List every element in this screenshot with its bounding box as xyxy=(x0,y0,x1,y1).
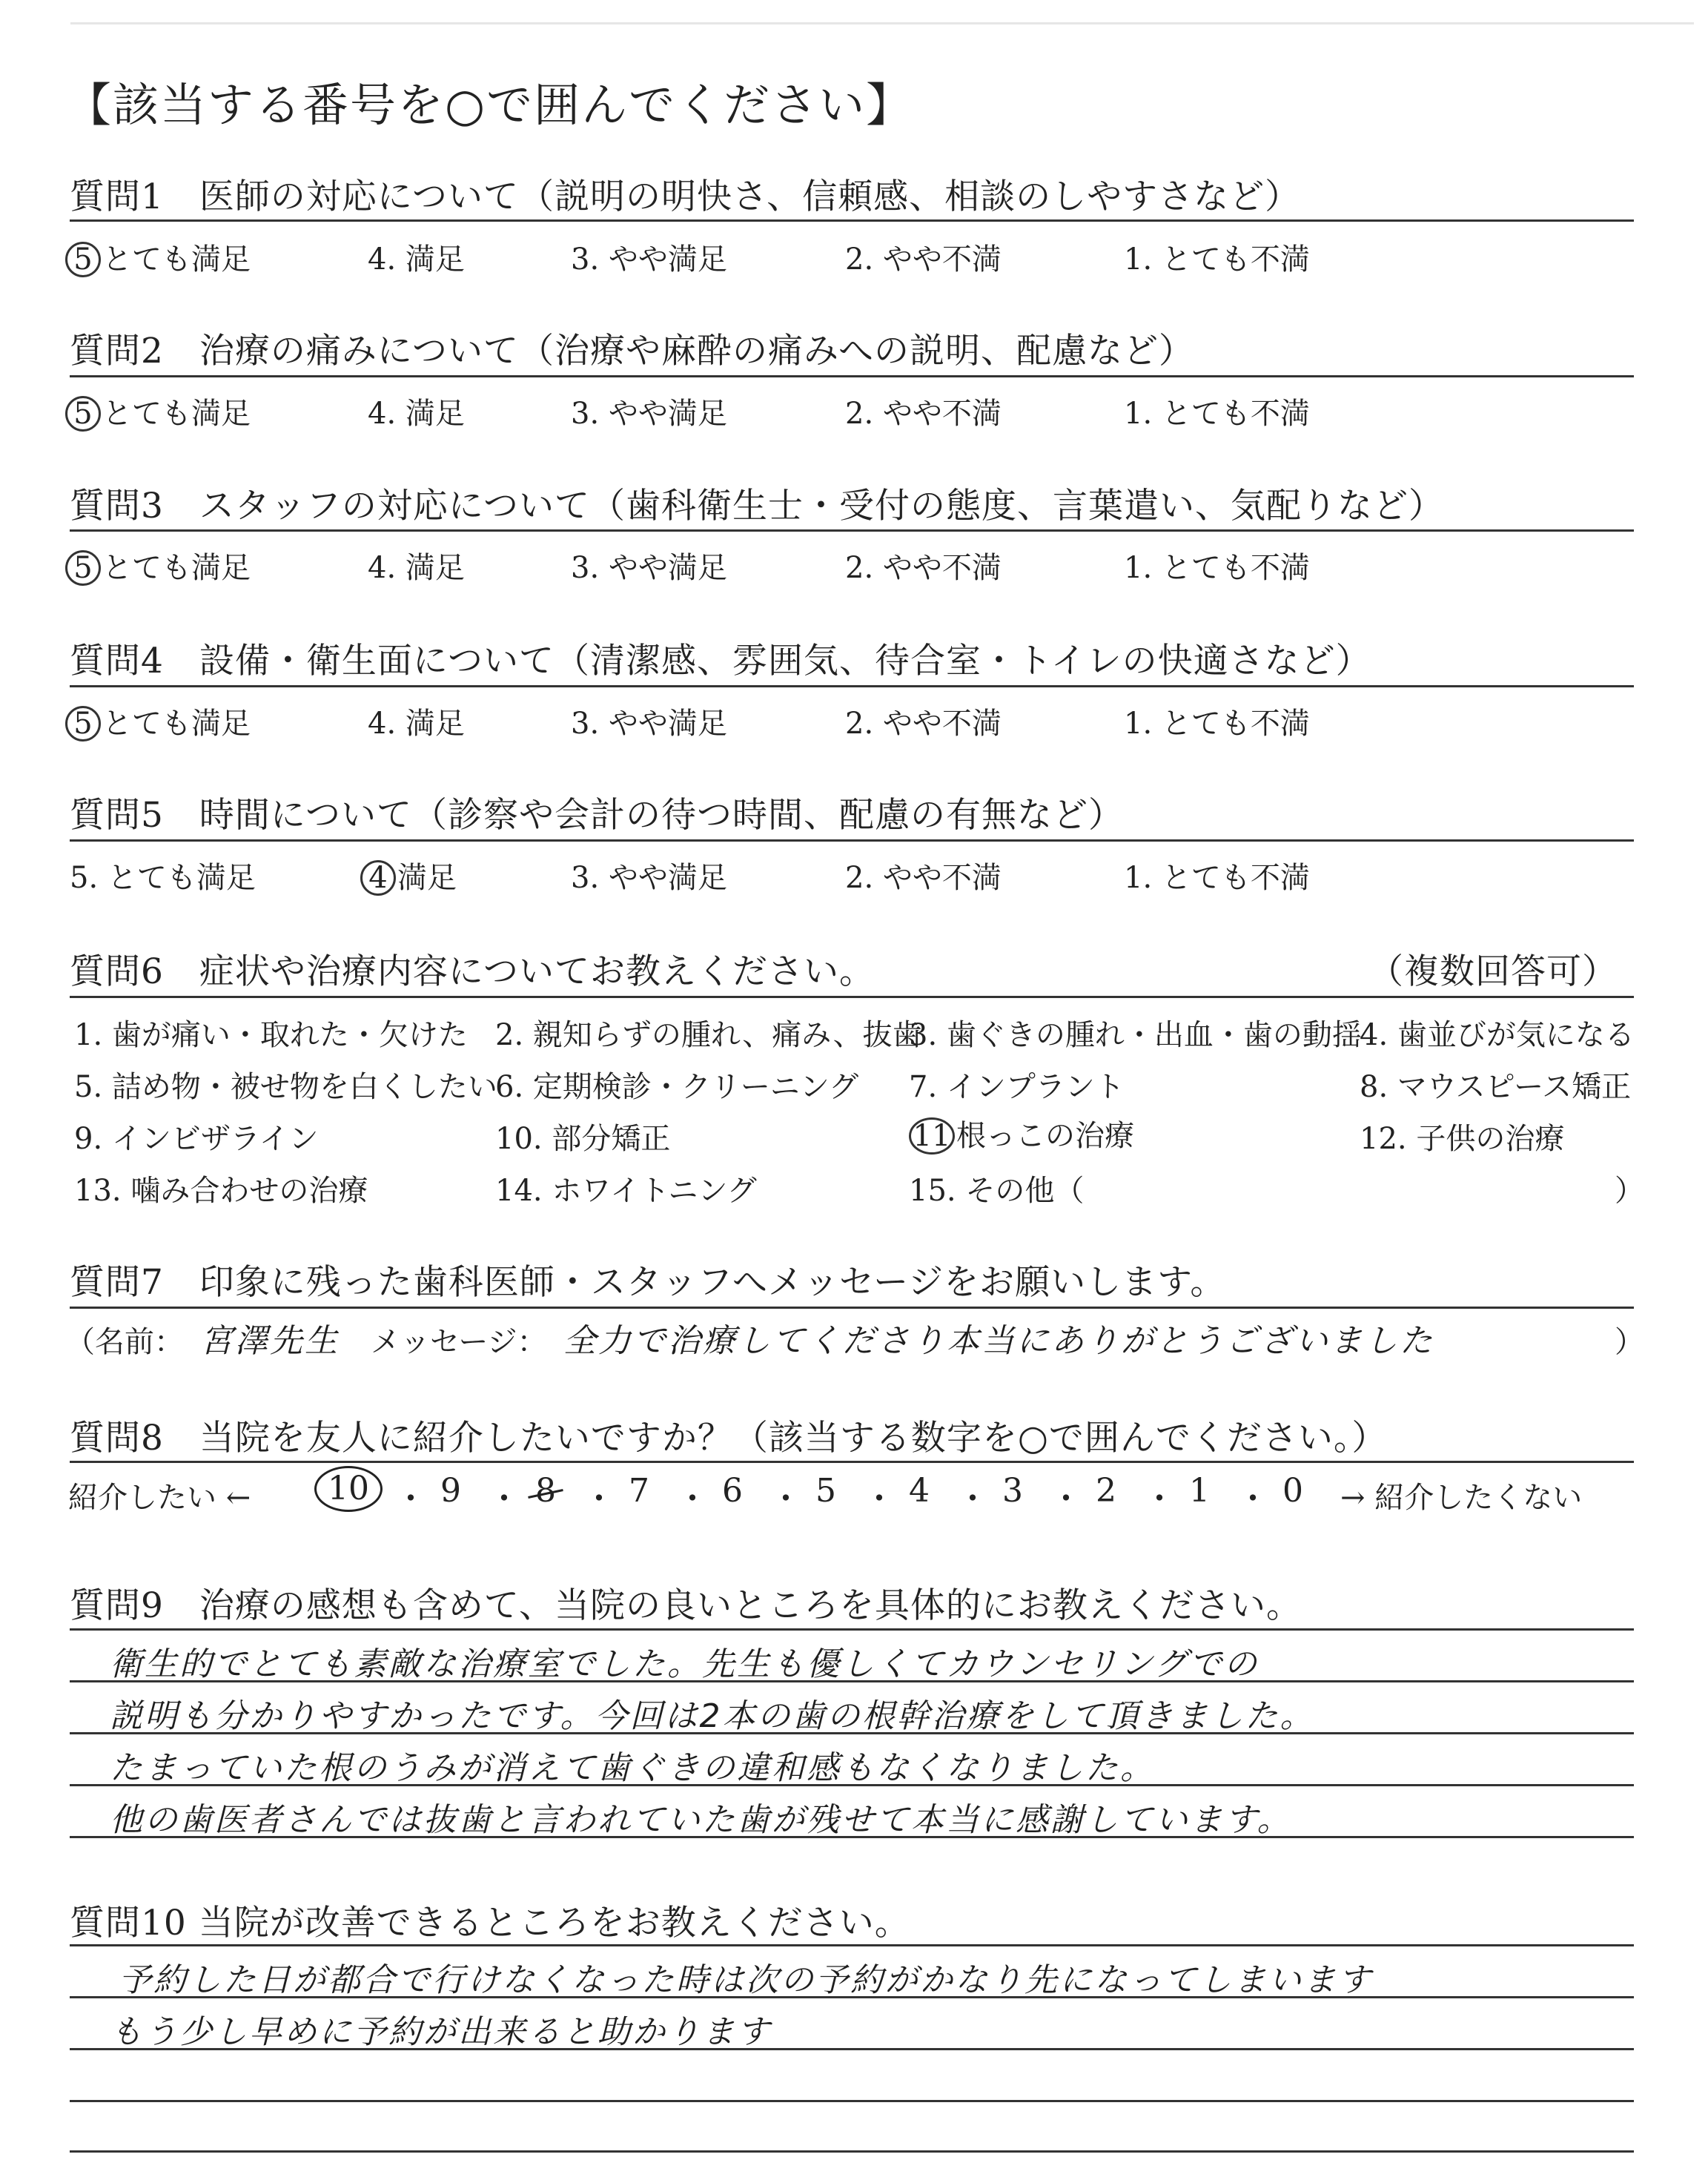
q6-item-1[interactable]: 1. 歯が痛い・取れた・欠けた xyxy=(74,1018,468,1052)
selection-circle: 4 xyxy=(360,860,396,896)
q6-item-15[interactable]: 15. その他（ xyxy=(909,1174,1085,1208)
q7-close-paren: ） xyxy=(1615,1325,1644,1359)
q6-item-2[interactable]: 2. 親知らずの腫れ、痛み、抜歯 xyxy=(495,1018,922,1052)
q9-answer-line-2[interactable]: 説明も分かりやすかったです。今回は2本の歯の根幹治療をして頂きました。 xyxy=(110,1697,1315,1735)
q8-sep: ・ xyxy=(863,1480,896,1518)
q2-option-1[interactable]: 1. とても不満 xyxy=(1124,397,1310,431)
q8-score-6[interactable]: 6 xyxy=(722,1472,743,1510)
question-2-title: 質問2 治療の痛みについて（治療や麻酔の痛みへの説明、配慮など） xyxy=(70,331,1195,371)
q10-answer-line-2[interactable]: もう少し早めに予約が出来ると助かります xyxy=(110,2013,772,2051)
q8-score-5[interactable]: 5 xyxy=(815,1472,836,1510)
q5-option-5[interactable]: 5. とても満足 xyxy=(70,861,256,895)
q6-item-9[interactable]: 9. インビザライン xyxy=(74,1122,319,1156)
q2-option-3[interactable]: 3. やや満足 xyxy=(571,397,727,431)
q3-option-5[interactable]: 5 とても満足 xyxy=(65,544,251,587)
question-1-rule xyxy=(70,219,1634,222)
answer-line xyxy=(70,2150,1634,2153)
question-7-rule xyxy=(70,1307,1634,1309)
selection-circle: 10 xyxy=(314,1466,383,1512)
question-8-title: 質問8 当院を友人に紹介したいですか？（該当する数字を○で囲んでください。） xyxy=(70,1418,1388,1459)
q1-option-1[interactable]: 1. とても不満 xyxy=(1124,242,1310,277)
q7-name-value[interactable]: 宮澤先生 xyxy=(200,1322,340,1360)
question-2-rule xyxy=(70,375,1634,377)
q5-option-1[interactable]: 1. とても不満 xyxy=(1124,861,1310,895)
q2-option-5[interactable]: 5 とても満足 xyxy=(65,390,251,432)
top-border xyxy=(70,22,1694,24)
q6-item-12[interactable]: 12. 子供の治療 xyxy=(1360,1122,1565,1156)
q9-answer-line-4[interactable]: 他の歯医者さんでは抜歯と言われていた歯が残せて本当に感謝しています。 xyxy=(110,1801,1292,1839)
q6-item-11[interactable]: 11 根っこの治療 xyxy=(909,1112,1134,1155)
q5-option-2[interactable]: 2. やや不満 xyxy=(845,861,1002,895)
q6-item-8[interactable]: 8. マウスピース矯正 xyxy=(1360,1070,1632,1104)
q8-score-8[interactable] xyxy=(535,1472,556,1510)
q1-option-4[interactable]: 4. 満足 xyxy=(368,242,465,277)
q2-option-2[interactable]: 2. やや不満 xyxy=(845,397,1002,431)
question-6-rule xyxy=(70,996,1634,998)
selection-circle: 5 xyxy=(65,550,101,586)
answer-line xyxy=(70,1628,1634,1631)
q8-left-label: 紹介したい ← xyxy=(68,1481,251,1515)
selection-circle: 5 xyxy=(65,706,101,742)
question-8-rule xyxy=(70,1461,1634,1463)
q3-option-2[interactable]: 2. やや不満 xyxy=(845,551,1002,585)
q6-item-7[interactable]: 7. インプラント xyxy=(909,1070,1125,1104)
q8-sep: ・ xyxy=(769,1480,802,1518)
q8-score-9[interactable]: 9 xyxy=(440,1472,461,1510)
q5-option-3[interactable]: 3. やや満足 xyxy=(571,861,727,895)
q6-item-10[interactable]: 10. 部分矯正 xyxy=(495,1122,671,1156)
q4-option-2[interactable]: 2. やや不満 xyxy=(845,707,1002,741)
q8-score-4[interactable]: 4 xyxy=(909,1472,930,1510)
q9-answer-line-1[interactable]: 衛生的でとても素敵な治療室でした。先生も優しくてカウンセリングでの xyxy=(110,1645,1260,1683)
q6-item-3[interactable]: 3. 歯ぐきの腫れ・出血・歯の動揺 xyxy=(909,1018,1362,1052)
q7-message-value[interactable]: 全力で治療してくださり本当にありがとうございました xyxy=(563,1322,1434,1360)
q1-option-5[interactable]: 5 とても満足 xyxy=(65,236,251,278)
q8-sep: ・ xyxy=(1237,1480,1269,1518)
q8-sep: ・ xyxy=(394,1480,427,1518)
q5-option-4[interactable]: 4 満足 xyxy=(360,854,457,896)
q10-answer-line-1[interactable]: 予約した日が都合で行けなくなった時は次の予約がかなり先になってしまいます xyxy=(119,1961,1373,1999)
question-6-title: 質問6 症状や治療内容についてお教えください。 xyxy=(70,951,875,992)
question-1-title: 質問1 医師の対応について（説明の明快さ、信頼感、相談のしやすさなど） xyxy=(70,176,1301,217)
q8-score-2[interactable]: 2 xyxy=(1096,1472,1116,1510)
q1-option-3[interactable]: 3. やや満足 xyxy=(571,242,727,277)
q4-option-4[interactable]: 4. 満足 xyxy=(368,707,465,741)
q6-item-5[interactable]: 5. 詰め物・被せ物を白くしたい xyxy=(74,1070,497,1104)
q8-sep: ・ xyxy=(488,1480,520,1518)
q3-option-4[interactable]: 4. 満足 xyxy=(368,551,465,585)
question-3-title: 質問3 スタッフの対応について（歯科衛生士・受付の態度、言葉遣い、気配りなど） xyxy=(70,486,1444,526)
question-3-rule xyxy=(70,529,1634,532)
q4-option-3[interactable]: 3. やや満足 xyxy=(571,707,727,741)
q8-score-0[interactable]: 0 xyxy=(1282,1472,1303,1510)
question-9-title: 質問9 治療の感想も含めて、当院の良いところを具体的にお教えください。 xyxy=(70,1585,1302,1626)
q4-option-5[interactable]: 5 とても満足 xyxy=(65,700,251,742)
q8-score-8-struck: 8 xyxy=(535,1472,556,1510)
question-5-title: 質問5 時間について（診察や会計の待つ時間、配慮の有無など） xyxy=(70,795,1124,836)
q6-close-paren: ） xyxy=(1615,1174,1644,1208)
q7-message-label: メッセージ： xyxy=(371,1325,547,1359)
q3-option-1[interactable]: 1. とても不満 xyxy=(1124,551,1310,585)
q1-option-2[interactable]: 2. やや不満 xyxy=(845,242,1002,277)
answer-line xyxy=(70,1944,1634,1946)
q8-right-label: → 紹介したくない xyxy=(1340,1481,1583,1515)
page-title: 【該当する番号を○で囲んでください】 xyxy=(65,78,914,132)
selection-circle: 5 xyxy=(65,242,101,277)
q6-item-6[interactable]: 6. 定期検診・クリーニング xyxy=(495,1070,859,1104)
q6-item-14[interactable]: 14. ホワイトニング xyxy=(495,1174,757,1208)
q7-name-label: （名前： xyxy=(65,1325,184,1359)
q6-item-13[interactable]: 13. 噛み合わせの治療 xyxy=(74,1174,368,1208)
q8-sep: ・ xyxy=(583,1480,615,1518)
q3-option-3[interactable]: 3. やや満足 xyxy=(571,551,727,585)
q9-answer-line-3[interactable]: たまっていた根のうみが消えて歯ぐきの違和感もなくなりました。 xyxy=(110,1749,1155,1787)
q4-option-1[interactable]: 1. とても不満 xyxy=(1124,707,1310,741)
answer-line xyxy=(70,2100,1634,2102)
q8-score-10[interactable] xyxy=(314,1466,383,1512)
q8-score-3[interactable]: 3 xyxy=(1002,1472,1023,1510)
q2-option-4[interactable]: 4. 満足 xyxy=(368,397,465,431)
selection-circle: 11 xyxy=(909,1117,955,1155)
q8-sep: ・ xyxy=(956,1480,989,1518)
question-4-title: 質問4 設備・衛生面について（清潔感、雰囲気、待合室・トイレの快適さなど） xyxy=(70,641,1371,681)
question-6-note: （複数回答可） xyxy=(1368,951,1618,992)
q8-sep: ・ xyxy=(1050,1480,1082,1518)
q8-score-7[interactable]: 7 xyxy=(629,1472,649,1510)
question-10-title: 質問10 当院が改善できるところをお教えください。 xyxy=(70,1903,910,1943)
q8-sep: ・ xyxy=(1143,1480,1176,1518)
q6-item-4[interactable]: 4. 歯並びが気になる xyxy=(1360,1018,1635,1052)
q8-sep: ・ xyxy=(676,1480,709,1518)
question-5-rule xyxy=(70,839,1634,842)
selection-circle: 5 xyxy=(65,396,101,432)
q8-score-1[interactable]: 1 xyxy=(1189,1472,1210,1510)
question-7-title: 質問7 印象に残った歯科医師・スタッフへメッセージをお願いします。 xyxy=(70,1262,1226,1303)
question-4-rule xyxy=(70,685,1634,687)
